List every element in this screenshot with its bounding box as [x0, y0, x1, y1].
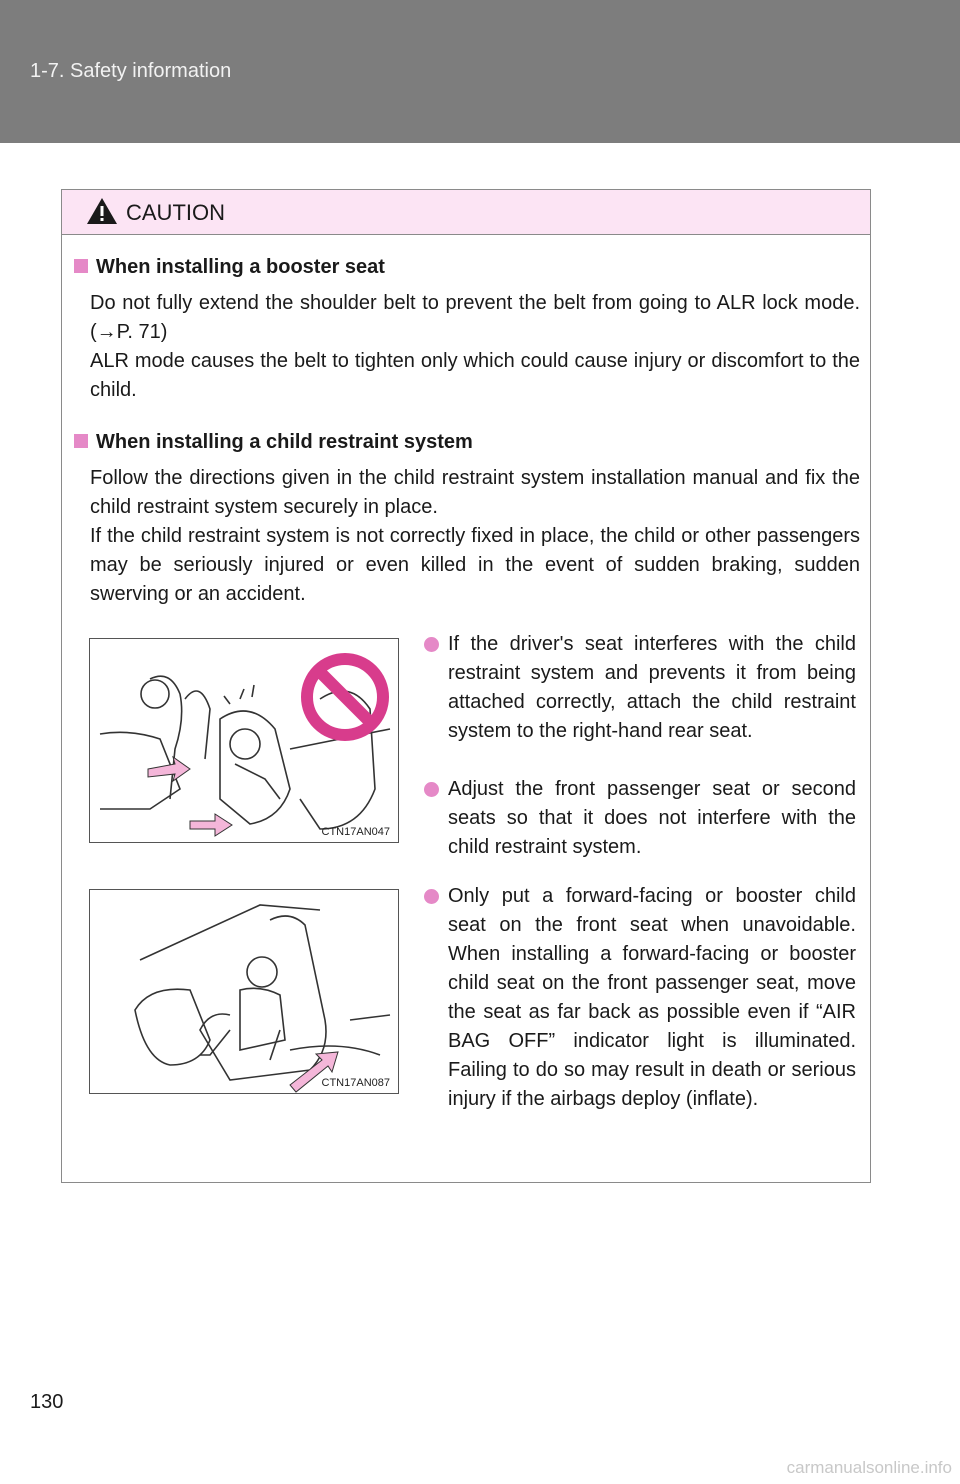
section-title: 1-7. Safety information — [30, 60, 232, 82]
bullet-dot-icon — [424, 637, 439, 652]
bullet-item: If the driver's seat interferes with the child restraint system and prevents it from being attached correctly, attach the child restraint system to the right-hand rear seat. — [424, 630, 856, 746]
page-number: 130 — [30, 1391, 64, 1413]
bullet-dot-icon — [424, 782, 439, 797]
section-heading: When installing a child restraint system — [74, 431, 473, 454]
page-header — [0, 0, 960, 143]
bullet-dot-icon — [424, 889, 439, 904]
caution-box — [61, 189, 871, 1183]
paragraph: If the child restraint system is not correctly fixed in place, the child or other passengers may be seriously injured or even killed in the event of sudden braking, sudden swerving or an accident. — [90, 525, 860, 605]
square-bullet-icon — [74, 259, 88, 273]
bullet-item: Only put a forward-facing or booster child seat on the front seat when unavoidable. When installing a forward-facing or booster child seat on the front passenger seat, move the seat as far back as possible even if “AIR BAG OFF” indicator light is illuminated. Failing to do so may result in death or serious injury if the airbags deploy (inflate). — [424, 882, 856, 1114]
caution-header — [62, 190, 870, 235]
bullet-item: Adjust the front passenger seat or second seats so that it does not interfere with the child restraint system. — [424, 775, 856, 862]
illustration-front-seat-booster — [89, 889, 399, 1094]
figure-code: CTN17AN087 — [321, 1077, 390, 1089]
front-seat-booster-drawing — [90, 890, 399, 1094]
paragraph: Follow the directions given in the child restraint system installation manual and fix the child restraint system securely in place. — [90, 467, 860, 518]
caution-label: CAUTION — [126, 200, 225, 225]
illustration-rear-facing-seat — [89, 638, 399, 843]
warning-triangle-icon — [86, 197, 118, 225]
paragraph: ALR mode causes the belt to tighten only which could cause injury or discomfort to the child. — [90, 350, 860, 401]
figure-code: CTN17AN047 — [321, 826, 390, 838]
rear-facing-seat-drawing — [90, 639, 399, 843]
paragraph: Do not fully extend the shoulder belt to prevent the belt from going to ALR lock mode. (→P. 71) — [90, 292, 860, 343]
square-bullet-icon — [74, 434, 88, 448]
section-heading: When installing a booster seat — [74, 256, 385, 279]
watermark: carmanualsonline.info — [786, 1458, 952, 1477]
